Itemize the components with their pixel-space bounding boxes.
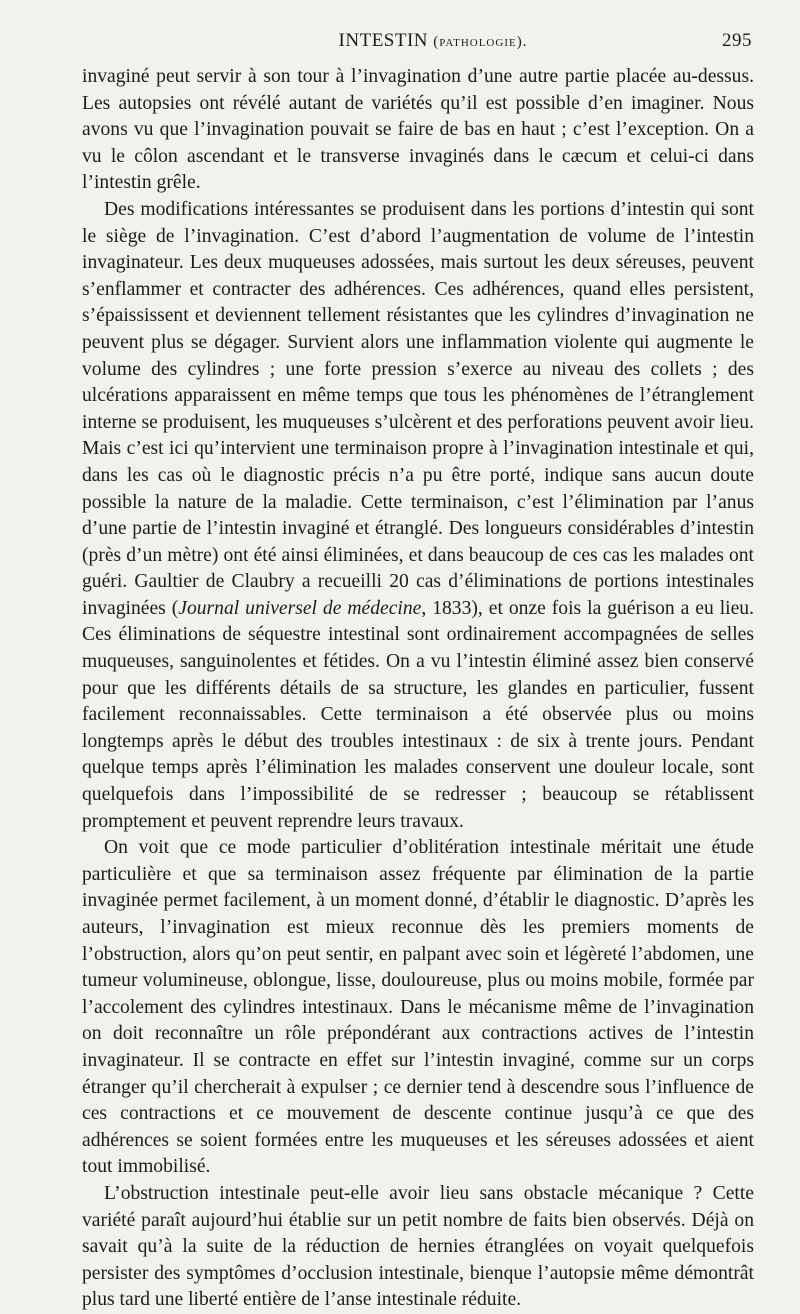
running-header: [82, 30, 754, 64]
paragraph-2: [82, 197, 754, 835]
text-segment: , 1833), et onze fois la guérison a eu lieu. Ces éliminations de séquestre intestinal sont ordinairement accompagnées de selles muqueuses, sanguinolentes et fétides. On a vu l’intestin éliminé assez bien conservé pour que les différents détails de sa structure, les glandes en particulier, fussent facilement reconnaissables. Cette terminaison a été observée plus ou moins longtemps après le début des troubles intestinaux : de six à trente jours. Pendant quelque temps après l’élimination les malades conservent une douleur locale, sont quelquefois dans l’impossibilité de se redresser ; beaucoup se rétablissent promptement et peuvent reprendre leurs travaux.: [82, 597, 755, 832]
body-text: [82, 64, 754, 1314]
running-title: [309, 30, 528, 52]
header-subtitle: (pathologie).: [433, 34, 528, 50]
journal-title: Journal universel de médecine: [178, 597, 422, 619]
text-segment: invaginé peut servir à son tour à l’invagination d’une autre partie placée au-dessus. Les autopsies ont révélé autant de variétés qu’il est possible d’en imaginer. Nous avons vu que l’invagination pouvait se faire de bas en haut ; c’est l’exception. On a vu le côlon ascendant et le transverse invaginés dans le cæcum et celui-ci dans l’intestin grêle.: [82, 66, 754, 194]
text-segment: On voit que ce mode particulier d’oblitération intestinale méritait une étude particulière et que sa terminaison assez fréquente par élimination de la partie invaginée permet facilement, à un moment donné, d’établir le diagnostic. D’après les auteurs, l’invagination est mieux reconnue dès les premiers moments de l’obstruction, alors qu’on peut sentir, en palpant avec soin et légèreté l’abdomen, une tumeur volumineuse, oblongue, lisse, douloureuse, plus ou moins mobile, formée par l’accolement des cylindres intestinaux. Dans le mécanisme même de l’invagination on doit reconnaître un rôle prépondérant aux contractions actives de l’intestin invaginateur. Il se contracte en effet sur l’intestin invaginé, comme sur un corps étranger qu’il chercherait à expulser ; ce dernier tend à descendre sous l’influence de ces contractions et ce mouvement de descente continue jusqu’à ce que des adhérences se soient formées entre les muqueuses et les séreuses adossées et aient tout immobilisé.: [82, 837, 754, 1178]
text-segment: Des modifications intéressantes se produisent dans les portions d’intestin qui sont le siège de l’invagination. C’est d’abord l’augmentation de volume de l’intestin invaginateur. Les deux muqueuses adossées, mais surtout les deux séreuses, peuvent s’enflammer et contracter des adhérences. Ces adhérences, quand elles persistent, s’épaississent et deviennent tellement résistantes que les cylindres d’invagination ne peuvent plus se dégager. Survient alors une inflammation violente qui augmente le volume des cylindres ; une forte pression s’exerce au niveau des collets ; des ulcérations apparaissent en même temps que tous les phénomènes de l’étranglement interne se produisent, les muqueuses s’ulcèrent et des perforations peuvent avoir lieu. Mais c’est ici qu’intervient une terminaison propre à l’invagination intestinale et qui, dans les cas où le diagnostic précis n’a pu être porté, indique sans aucun doute possible la nature de la maladie. Cette terminaison, c’est l’élimination par l’anus d’une partie de l’intestin invaginé et étranglé. Des longueurs considérables d’intestin (près d’un mètre) ont été ainsi éliminées, et dans beaucoup de ces cas les malades ont guéri. Gaultier de Claubry a recueilli 20 cas d’éliminations de portions intestinales invaginées (: [82, 198, 754, 619]
header-title: INTESTIN: [338, 30, 429, 51]
page-number: 295: [722, 30, 752, 51]
paragraph-4: [82, 1181, 754, 1314]
text-segment: L’obstruction intestinale peut-elle avoir lieu sans obstacle mécanique ? Cette variété paraît aujourd’hui établie sur un petit nombre de faits bien observés. Déjà on savait qu’à la suite de la réduction de hernies étranglées on voyait quelquefois persister des symptômes d’occlusion intestinale, bienque l’autopsie même démontrât plus tard une liberté entière de l’anse intestinale réduite.: [82, 1182, 754, 1311]
paragraph-1: [82, 64, 754, 197]
paragraph-3: [82, 835, 754, 1181]
